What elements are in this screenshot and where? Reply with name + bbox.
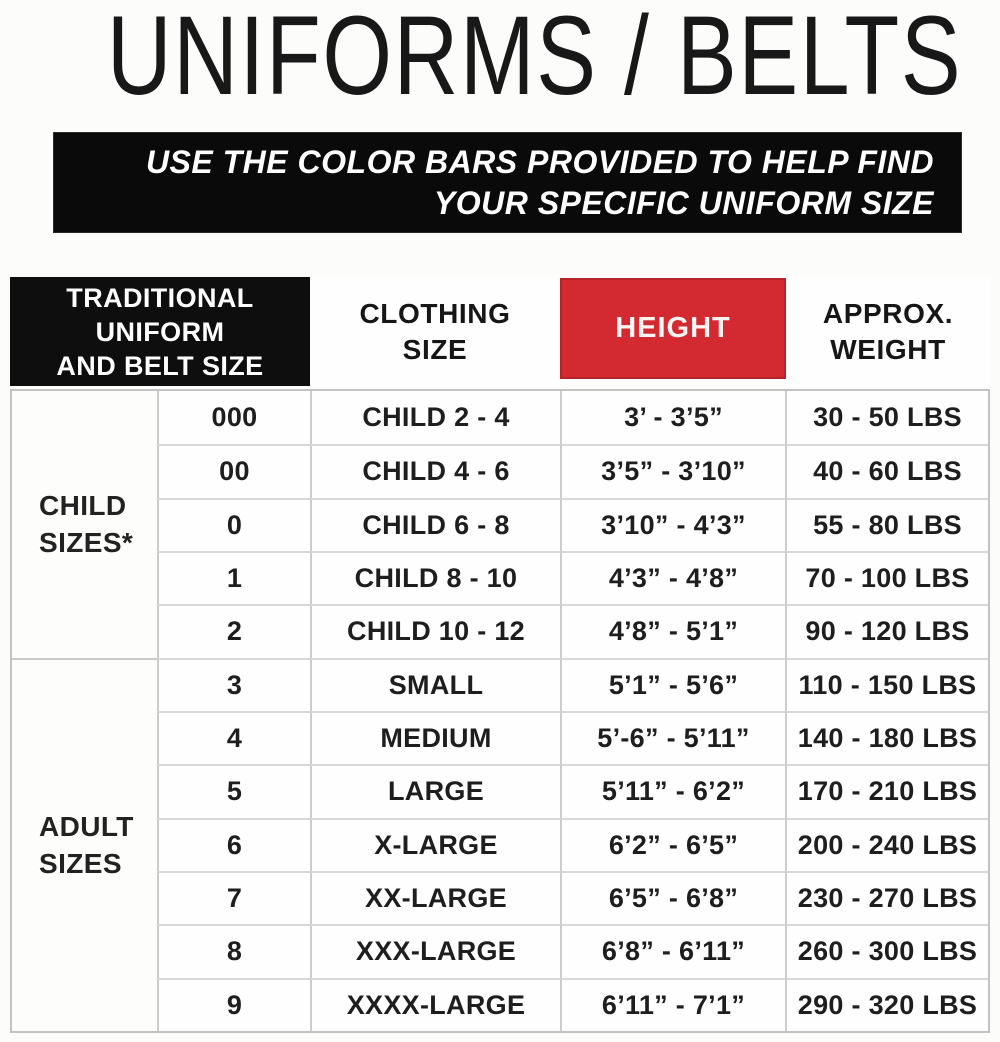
page-title bbox=[0, 0, 1000, 118]
instruction-banner bbox=[53, 132, 962, 233]
header-traditional-line-3: AND BELT SIZE bbox=[56, 350, 264, 381]
cell-weight: 30 - 50 LBS bbox=[785, 391, 988, 444]
header-clothing-line-2: SIZE bbox=[402, 333, 468, 365]
cell-height: 6’2” - 6’5” bbox=[560, 818, 785, 871]
cell-clothing: SMALL bbox=[310, 658, 560, 711]
cell-height: 5’11” - 6’2” bbox=[560, 764, 785, 817]
cell-clothing: XXX-LARGE bbox=[310, 924, 560, 977]
cell-clothing: LARGE bbox=[310, 764, 560, 817]
cell-size: 9 bbox=[157, 978, 310, 1031]
header-weight-line-2: WEIGHT bbox=[830, 333, 946, 365]
cell-height: 4’8” - 5’1” bbox=[560, 604, 785, 657]
group-label-adult-line-2: SIZES bbox=[39, 848, 122, 880]
cell-height: 3’5” - 3’10” bbox=[560, 444, 785, 497]
header-clothing-line-1: CLOTHING bbox=[359, 297, 511, 329]
cell-size: 000 bbox=[157, 391, 310, 444]
header-traditional-uniform-belt-size bbox=[10, 277, 310, 386]
cell-size: 7 bbox=[157, 871, 310, 924]
cell-height: 5’1” - 5’6” bbox=[560, 658, 785, 711]
cell-size: 00 bbox=[157, 444, 310, 497]
cell-size: 5 bbox=[157, 764, 310, 817]
cell-weight: 40 - 60 LBS bbox=[785, 444, 988, 497]
cell-height: 6’8” - 6’11” bbox=[560, 924, 785, 977]
cell-weight: 200 - 240 LBS bbox=[785, 818, 988, 871]
cell-weight: 290 - 320 LBS bbox=[785, 978, 988, 1031]
cell-clothing: CHILD 2 - 4 bbox=[310, 391, 560, 444]
cell-clothing: XXXX-LARGE bbox=[310, 978, 560, 1031]
header-traditional-line-1: TRADITIONAL bbox=[66, 282, 254, 313]
cell-weight: 110 - 150 LBS bbox=[785, 658, 988, 711]
header-traditional-line-2: UNIFORM bbox=[95, 316, 225, 347]
cell-weight: 70 - 100 LBS bbox=[785, 551, 988, 604]
cell-size: 6 bbox=[157, 818, 310, 871]
cell-clothing: X-LARGE bbox=[310, 818, 560, 871]
cell-size: 8 bbox=[157, 924, 310, 977]
header-weight-line-1: APPROX. bbox=[822, 297, 954, 329]
cell-height: 3’ - 3’5” bbox=[560, 391, 785, 444]
cell-weight: 170 - 210 LBS bbox=[785, 764, 988, 817]
cell-height: 6’5” - 6’8” bbox=[560, 871, 785, 924]
cell-weight: 230 - 270 LBS bbox=[785, 871, 988, 924]
instruction-banner-line-2: YOUR SPECIFIC UNIFORM SIZE bbox=[433, 184, 934, 221]
cell-size: 1 bbox=[157, 551, 310, 604]
cell-height: 3’10” - 4’3” bbox=[560, 498, 785, 551]
cell-clothing: MEDIUM bbox=[310, 711, 560, 764]
cell-size: 2 bbox=[157, 604, 310, 657]
cell-size: 0 bbox=[157, 498, 310, 551]
cell-weight: 260 - 300 LBS bbox=[785, 924, 988, 977]
cell-weight: 90 - 120 LBS bbox=[785, 604, 988, 657]
group-label-adult-line-1: ADULT bbox=[39, 811, 134, 843]
cell-clothing: CHILD 8 - 10 bbox=[310, 551, 560, 604]
cell-height: 5’-6” - 5’11” bbox=[560, 711, 785, 764]
group-label-child-line-1: CHILD bbox=[39, 490, 127, 522]
instruction-banner-line-1: USE THE COLOR BARS PROVIDED TO HELP FIND bbox=[145, 143, 934, 180]
cell-clothing: CHILD 10 - 12 bbox=[310, 604, 560, 657]
size-table-body bbox=[10, 389, 990, 1033]
header-height bbox=[560, 278, 786, 379]
header-approx-weight bbox=[786, 277, 990, 386]
cell-height: 4’3” - 4’8” bbox=[560, 551, 785, 604]
header-clothing-size bbox=[310, 277, 560, 386]
cell-weight: 140 - 180 LBS bbox=[785, 711, 988, 764]
page-title-text: UNIFORMS / BELTS bbox=[106, 0, 963, 118]
cell-size: 4 bbox=[157, 711, 310, 764]
group-label-adult-sizes bbox=[12, 658, 157, 1031]
cell-clothing: CHILD 6 - 8 bbox=[310, 498, 560, 551]
group-label-child-line-2: SIZES* bbox=[39, 527, 134, 559]
header-height-label: HEIGHT bbox=[615, 312, 731, 344]
cell-height: 6’11” - 7’1” bbox=[560, 978, 785, 1031]
cell-weight: 55 - 80 LBS bbox=[785, 498, 988, 551]
cell-clothing: XX-LARGE bbox=[310, 871, 560, 924]
cell-size: 3 bbox=[157, 658, 310, 711]
group-label-child-sizes bbox=[12, 391, 157, 658]
cell-clothing: CHILD 4 - 6 bbox=[310, 444, 560, 497]
